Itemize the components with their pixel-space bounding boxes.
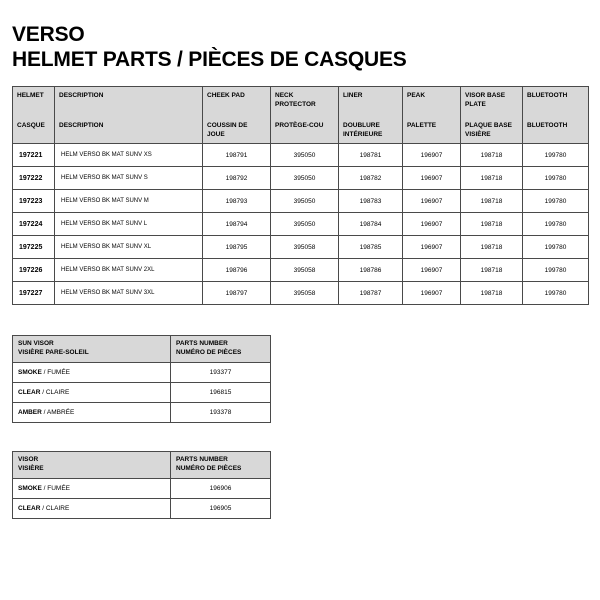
cell-peak: 196907 [403, 167, 461, 190]
cell-cheek-pad: 198793 [203, 190, 271, 213]
cell-helmet-code: 197227 [13, 282, 55, 305]
cell-liner: 198781 [339, 144, 403, 167]
cell-sun-visor-color: CLEAR / CLAIRE [13, 383, 171, 403]
cell-cheek-pad: 198792 [203, 167, 271, 190]
cell-sun-visor-color: AMBER / AMBRÉE [13, 403, 171, 423]
table-header-row-fr [13, 117, 589, 144]
cell-visor-base-plate: 198718 [461, 213, 523, 236]
sun-visor-header-row [13, 336, 271, 363]
cell-visor-color: CLEAR / CLAIRE [13, 499, 171, 519]
cell-bluetooth: 199780 [523, 236, 589, 259]
cell-sun-visor-part-number: 193378 [171, 403, 271, 423]
cell-peak: 196907 [403, 259, 461, 282]
cell-peak: 196907 [403, 213, 461, 236]
visor-table-body [13, 479, 271, 519]
cell-description: HELM VERSO BK MAT SUNV M [55, 190, 203, 213]
cell-bluetooth: 199780 [523, 259, 589, 282]
sun-visor-color-en: CLEAR [18, 389, 41, 396]
cell-neck-protector: 395050 [271, 167, 339, 190]
sun-visor-value-header [171, 336, 271, 363]
col-header-helmet-fr: CASQUE [13, 117, 55, 144]
cell-liner: 198786 [339, 259, 403, 282]
table-row [13, 479, 271, 499]
cell-peak: 196907 [403, 190, 461, 213]
visor-color-en: CLEAR [18, 505, 41, 512]
col-header-cheek-pad-fr: COUSSIN DE JOUE [203, 117, 271, 144]
cell-description: HELM VERSO BK MAT SUNV L [55, 213, 203, 236]
cell-peak: 196907 [403, 144, 461, 167]
cell-visor-base-plate: 198718 [461, 282, 523, 305]
cell-neck-protector: 395058 [271, 236, 339, 259]
cell-helmet-code: 197222 [13, 167, 55, 190]
col-header-description-fr: DESCRIPTION [55, 117, 203, 144]
col-header-neck-protector: NECK PROTECTOR [271, 87, 339, 118]
table-row [13, 383, 271, 403]
cell-bluetooth: 199780 [523, 282, 589, 305]
cell-description: HELM VERSO BK MAT SUNV S [55, 167, 203, 190]
table-row [13, 259, 589, 282]
cell-neck-protector: 395058 [271, 259, 339, 282]
sun-visor-table [12, 335, 271, 423]
col-header-helmet: HELMET [13, 87, 55, 118]
visor-table [12, 451, 271, 519]
cell-visor-color: SMOKE / FUMÉE [13, 479, 171, 499]
visor-header-row [13, 452, 271, 479]
visor-value-header [171, 452, 271, 479]
cell-visor-base-plate: 198718 [461, 144, 523, 167]
sun-visor-color-en: SMOKE [18, 369, 42, 376]
sun-visor-label-header [13, 336, 171, 363]
visor-label-header-fr: VISIÈRE [18, 465, 44, 472]
table-header-row-en [13, 87, 589, 118]
cell-liner: 198785 [339, 236, 403, 259]
sun-visor-value-header-fr: NUMÉRO DE PIÈCES [176, 349, 242, 356]
cell-liner: 198784 [339, 213, 403, 236]
cell-description: HELM VERSO BK MAT SUNV XS [55, 144, 203, 167]
visor-color-en: SMOKE [18, 485, 42, 492]
visor-label-header [13, 452, 171, 479]
col-header-neck-protector-fr: PROTÈGE-COU [271, 117, 339, 144]
table-header [13, 87, 589, 144]
cell-visor-part-number: 196905 [171, 499, 271, 519]
sun-visor-color-fr: CLAIRE [45, 389, 70, 396]
cell-visor-base-plate: 198718 [461, 190, 523, 213]
table-row [13, 167, 589, 190]
cell-helmet-code: 197223 [13, 190, 55, 213]
cell-description: HELM VERSO BK MAT SUNV 2XL [55, 259, 203, 282]
col-header-visor-base-plate-fr: PLAQUE BASE VISIÈRE [461, 117, 523, 144]
cell-cheek-pad: 198797 [203, 282, 271, 305]
cell-neck-protector: 395050 [271, 213, 339, 236]
table-row [13, 190, 589, 213]
cell-visor-base-plate: 198718 [461, 259, 523, 282]
sun-visor-label-header-en: SUN VISOR [18, 340, 54, 347]
title-line-1: VERSO [12, 23, 85, 46]
col-header-liner: LINER [339, 87, 403, 118]
cell-neck-protector: 395050 [271, 190, 339, 213]
sun-visor-color-fr: AMBRÉE [46, 409, 75, 416]
visor-color-fr: CLAIRE [45, 505, 70, 512]
cell-visor-base-plate: 198718 [461, 167, 523, 190]
col-header-visor-base-plate: VISOR BASE PLATE [461, 87, 523, 118]
table-row [13, 499, 271, 519]
sun-visor-label-header-fr: VISIÈRE PARE-SOLEIL [18, 349, 89, 356]
sun-visor-color-fr: FUMÉE [47, 369, 71, 376]
title-line-2: HELMET PARTS / PIÈCES DE CASQUES [12, 48, 407, 71]
cell-bluetooth: 199780 [523, 213, 589, 236]
cell-liner: 198787 [339, 282, 403, 305]
cell-cheek-pad: 198794 [203, 213, 271, 236]
col-header-liner-fr: DOUBLURE INTÉRIEURE [339, 117, 403, 144]
cell-peak: 196907 [403, 236, 461, 259]
cell-cheek-pad: 198795 [203, 236, 271, 259]
page-title [12, 22, 588, 72]
table-body [13, 144, 589, 305]
col-header-cheek-pad: CHEEK PAD [203, 87, 271, 118]
visor-table-header [13, 452, 271, 479]
cell-bluetooth: 199780 [523, 144, 589, 167]
table-row [13, 213, 589, 236]
table-row [13, 236, 589, 259]
cell-description: HELM VERSO BK MAT SUNV 3XL [55, 282, 203, 305]
sun-visor-table-body [13, 363, 271, 423]
visor-value-header-en: PARTS NUMBER [176, 456, 228, 463]
table-row [13, 403, 271, 423]
col-header-bluetooth: BLUETOOTH [523, 87, 589, 118]
cell-description: HELM VERSO BK MAT SUNV XL [55, 236, 203, 259]
col-header-peak-fr: PALETTE [403, 117, 461, 144]
cell-visor-base-plate: 198718 [461, 236, 523, 259]
col-header-bluetooth-fr: BLUETOOTH [523, 117, 589, 144]
cell-liner: 198782 [339, 167, 403, 190]
cell-bluetooth: 199780 [523, 190, 589, 213]
cell-helmet-code: 197221 [13, 144, 55, 167]
cell-cheek-pad: 198796 [203, 259, 271, 282]
cell-sun-visor-part-number: 193377 [171, 363, 271, 383]
sun-visor-color-en: AMBER [18, 409, 42, 416]
cell-sun-visor-color: SMOKE / FUMÉE [13, 363, 171, 383]
sun-visor-table-header [13, 336, 271, 363]
cell-helmet-code: 197226 [13, 259, 55, 282]
table-row [13, 144, 589, 167]
cell-visor-part-number: 196906 [171, 479, 271, 499]
visor-label-header-en: VISOR [18, 456, 39, 463]
table-row [13, 363, 271, 383]
cell-bluetooth: 199780 [523, 167, 589, 190]
col-header-peak: PEAK [403, 87, 461, 118]
visor-value-header-fr: NUMÉRO DE PIÈCES [176, 465, 242, 472]
table-row [13, 282, 589, 305]
cell-neck-protector: 395058 [271, 282, 339, 305]
sun-visor-value-header-en: PARTS NUMBER [176, 340, 228, 347]
cell-liner: 198783 [339, 190, 403, 213]
cell-neck-protector: 395050 [271, 144, 339, 167]
visor-color-fr: FUMÉE [47, 485, 71, 492]
cell-helmet-code: 197224 [13, 213, 55, 236]
col-header-description: DESCRIPTION [55, 87, 203, 118]
cell-peak: 196907 [403, 282, 461, 305]
helmet-parts-table [12, 86, 589, 305]
cell-helmet-code: 197225 [13, 236, 55, 259]
cell-cheek-pad: 198791 [203, 144, 271, 167]
cell-sun-visor-part-number: 196815 [171, 383, 271, 403]
